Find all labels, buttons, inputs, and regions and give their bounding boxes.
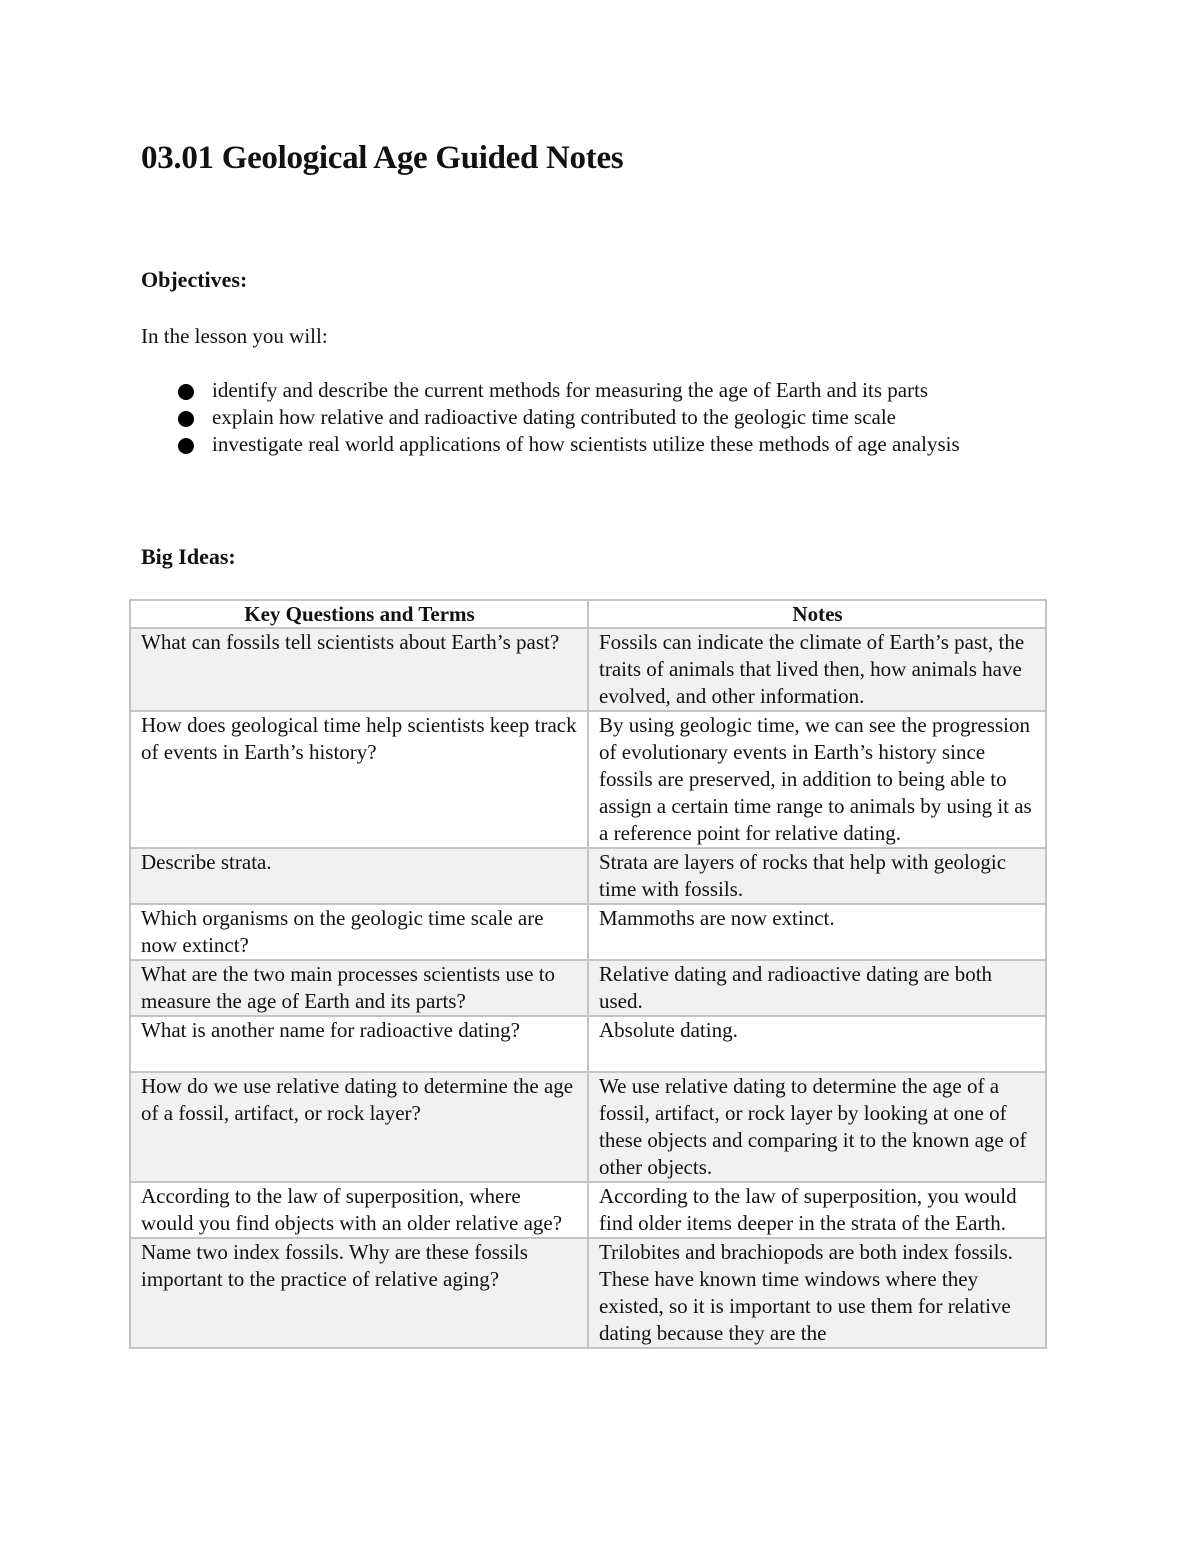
question-cell: Which organisms on the geologic time scale are now extinct? [130, 904, 588, 960]
table-row [130, 960, 1046, 1016]
note-cell: Mammoths are now extinct. [588, 904, 1046, 960]
note-cell: Relative dating and radioactive dating are both used. [588, 960, 1046, 1016]
note-text: Trilobites and brachiopods are both index fossils. These have known time windows where they existed, so it is important to use them for relative dating because they are the [599, 1240, 1013, 1345]
question-cell [130, 1238, 588, 1348]
note-cell: According to the law of superposition, you would find older items deeper in the strata of the Earth. [588, 1182, 1046, 1238]
table-row [130, 848, 1046, 904]
objectives-heading: Objectives: [141, 267, 248, 292]
notes-table [129, 599, 1047, 1349]
page-title: 03.01 Geological Age Guided Notes [141, 140, 624, 176]
question-cell: What are the two main processes scientists use to measure the age of Earth and its parts? [130, 960, 588, 1016]
question-cell: What is another name for radioactive dating? [130, 1016, 588, 1072]
note-cell: Fossils can indicate the climate of Earth’s past, the traits of animals that lived then, how animals have evolved, and other information. [588, 628, 1046, 711]
objective-text: identify and describe the current methods for measuring the age of Earth and its parts [212, 378, 929, 402]
objective-item [176, 431, 960, 458]
table-row [130, 1182, 1046, 1238]
objective-text: explain how relative and radioactive dating contributed to the geologic time scale [212, 405, 897, 429]
bullet-icon [178, 384, 194, 400]
table-row [130, 628, 1046, 711]
table-row [130, 904, 1046, 960]
question-cell: According to the law of superposition, where would you find objects with an older relative age? [130, 1182, 588, 1238]
note-cell: We use relative dating to determine the age of a fossil, artifact, or rock layer by looking at one of these objects and comparing it to the known age of other objects. [588, 1072, 1046, 1182]
objective-text: investigate real world applications of how scientists utilize these methods of age analysis [212, 432, 960, 456]
note-cell: Strata are layers of rocks that help with geologic time with fossils. [588, 848, 1046, 904]
objectives-list [176, 377, 960, 458]
objectives-intro: In the lesson you will: [141, 324, 328, 348]
note-cell: By using geologic time, we can see the progression of evolutionary events in Earth’s history since fossils are preserved, in addition to being able to assign a certain time range to animals by using it as a reference point for relative dating. [588, 711, 1046, 848]
question-cell: How does geological time help scientists keep track of events in Earth’s history? [130, 711, 588, 848]
table-row [130, 711, 1046, 848]
column-header-notes: Notes [588, 600, 1046, 628]
table-header-row [130, 600, 1046, 628]
question-cell: How do we use relative dating to determine the age of a fossil, artifact, or rock layer? [130, 1072, 588, 1182]
question-cell: What can fossils tell scientists about Earth’s past? [130, 628, 588, 711]
note-cell: Absolute dating. [588, 1016, 1046, 1072]
objective-item [176, 377, 960, 404]
column-header-questions: Key Questions and Terms [130, 600, 588, 628]
table-row [130, 1238, 1046, 1348]
question-text: Name two index fossils. Why are these fossils important to the practice of relative aging? [141, 1240, 528, 1291]
question-cell: Describe strata. [130, 848, 588, 904]
objective-item [176, 404, 960, 431]
big-ideas-heading: Big Ideas: [141, 544, 236, 569]
note-cell [588, 1238, 1046, 1348]
table-row [130, 1072, 1046, 1182]
bullet-icon [178, 411, 194, 427]
table-row [130, 1016, 1046, 1072]
bullet-icon [178, 438, 194, 454]
